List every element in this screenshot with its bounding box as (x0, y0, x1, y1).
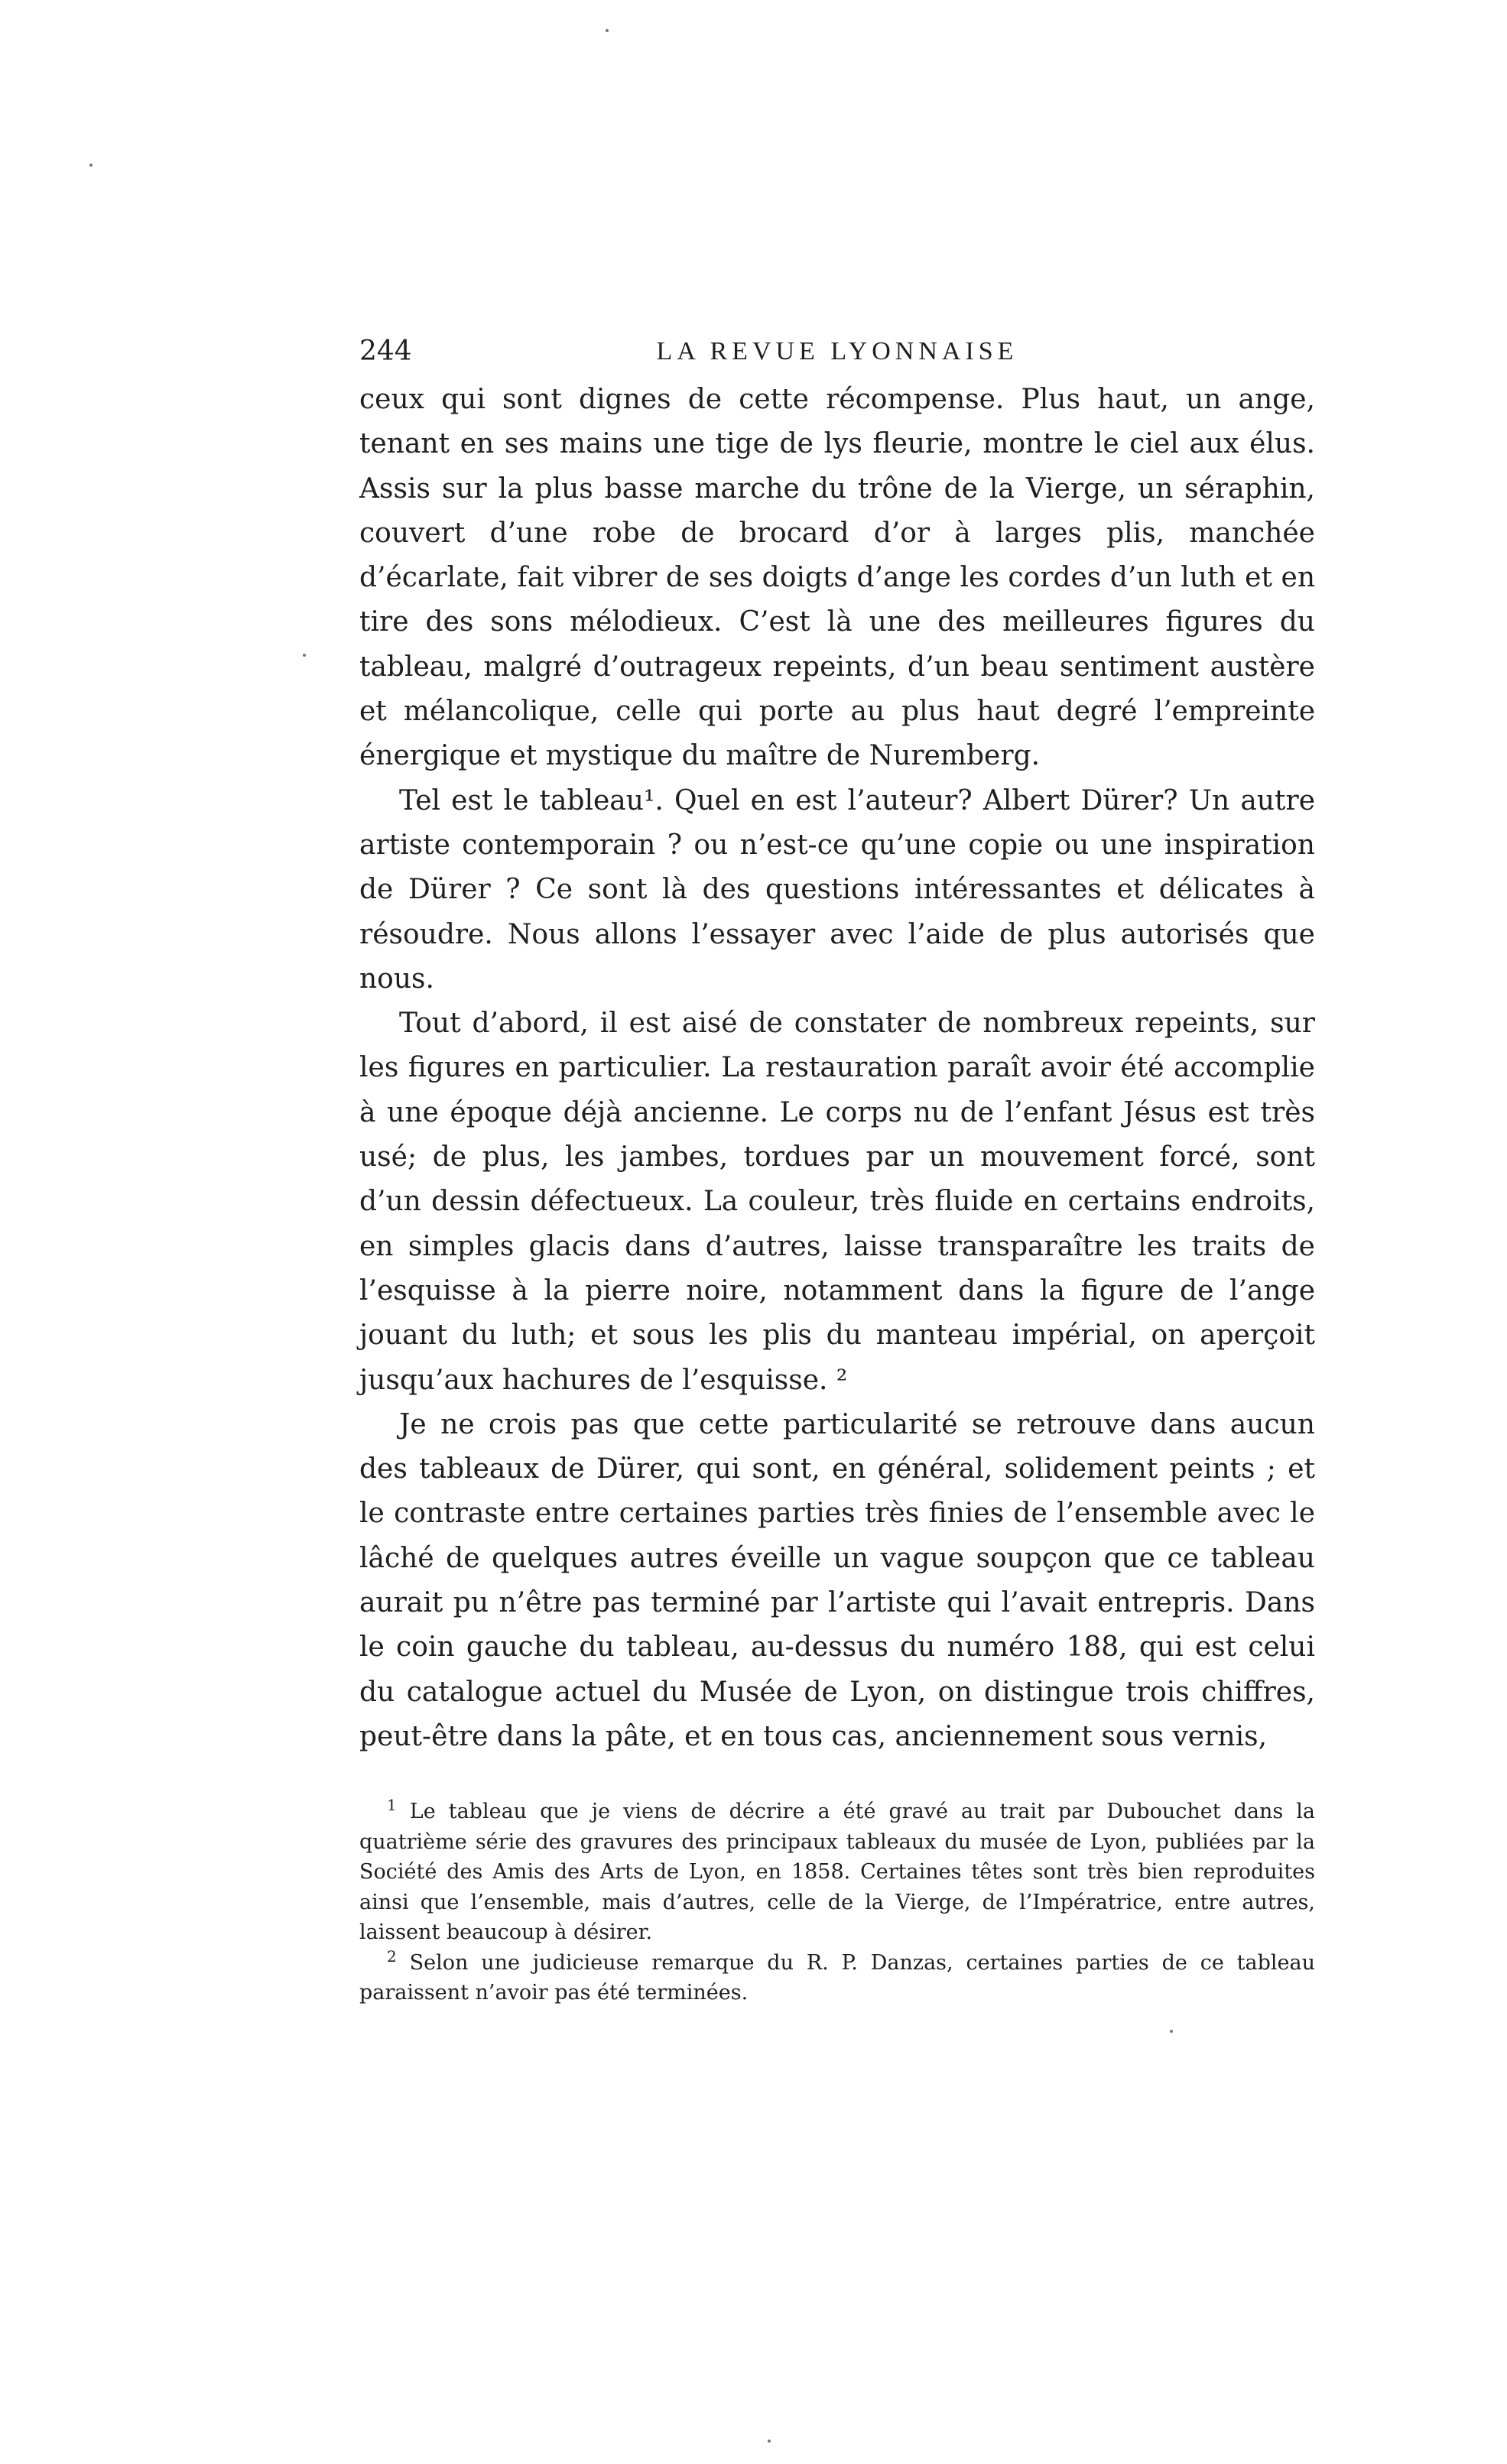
ink-speck (89, 164, 93, 167)
page-header (359, 329, 1315, 375)
ink-speck (1170, 2030, 1173, 2033)
paragraph: ceux qui sont dignes de cette récompense. Plus haut, un ange, tenant en ses mains une tige de lys fleurie, montre le ciel aux élus. Assis sur la plus basse marche du trône de la Vierge, un séraphin, couvert d’une robe de brocard d’or à larges plis, manchée d’écarlate, fait vibrer de ses doigts d’ange les cordes d’un luth et en tire des sons mélodieux. C’est là une des meilleures figures du tableau, malgré d’outrageux repeints, d’un beau sentiment austère et mélancolique, celle qui porte au plus haut degré l’empreinte énergique et mystique du maître de Nuremberg. (359, 384, 1315, 772)
ink-speck (768, 2440, 771, 2443)
footnote-text: Selon une judicieuse remarque du R. P. Danzas, certaines parties de ce tableau paraissent n’avoir pas été terminées. (359, 1950, 1315, 2005)
running-title: LA REVUE LYONNAISE (656, 337, 1018, 365)
footnote-mark: 2 (387, 1946, 397, 1966)
paragraph: Tel est le tableau¹. Quel en est l’auteur? Albert Dürer? Un autre artiste contemporain ? ou n’est-ce qu’une copie ou une inspiration de Dürer ? Ce sont là des questions intéressantes et délicates à résoudre. Nous allons l’essayer avec l’aide de plus autorisés que nous. (359, 784, 1315, 995)
paragraph: Je ne crois pas que cette particularité se retrouve dans aucun des tableaux de Dürer, qui sont, en général, solidement peints ; et le contraste entre certaines parties très finies de l’ensemble avec le lâché de quelques autres éveille un vague soupçon que ce tableau aurait pu n’être pas terminé par l’artiste qui l’avait entrepris. Dans le coin gauche du tableau, au-dessus du numéro 188, qui est celui du catalogue actuel du Musée de Lyon, on distingue trois chiffres, peut-être dans la pâte, et en tous cas, anciennement sous vernis, (359, 1408, 1315, 1752)
ink-speck (606, 29, 609, 32)
body-text (359, 378, 1315, 1759)
footnotes (359, 1797, 1315, 2008)
footnote (359, 1797, 1315, 1948)
ink-speck (303, 654, 306, 657)
footnote (359, 1948, 1315, 2008)
paragraph: Tout d’abord, il est aisé de constater de nombreux repeints, sur les figures en particulier. La restauration paraît avoir été accomplie à une époque déjà ancienne. Le corps nu de l’enfant Jésus est très usé; de plus, les jambes, tordues par un mouvement forcé, sont d’un dessin défectueux. La couleur, très fluide en certains endroits, en simples glacis dans d’autres, laisse transparaître les traits de l’esquisse à la pierre noire, notamment dans la figure de l’ange jouant du luth; et sous les plis du manteau impérial, on aperçoit jusqu’aux hachures de l’esquisse. ² (359, 1008, 1315, 1396)
page-number: 244 (359, 336, 412, 367)
footnote-text: Le tableau que je viens de décrire a été gravé au trait par Dubouchet dans la quatrième série des gravures des principaux tableaux du musée de Lyon, publiées par la Société des Amis des Arts de Lyon, en 1858. Certaines têtes sont très bien reproduites ainsi que l’ensemble, mais d’autres, celle de la Vierge, de l’Impératrice, entre autres, laissent beaucoup à désirer. (359, 1800, 1315, 1944)
footnote-mark: 1 (387, 1796, 397, 1814)
